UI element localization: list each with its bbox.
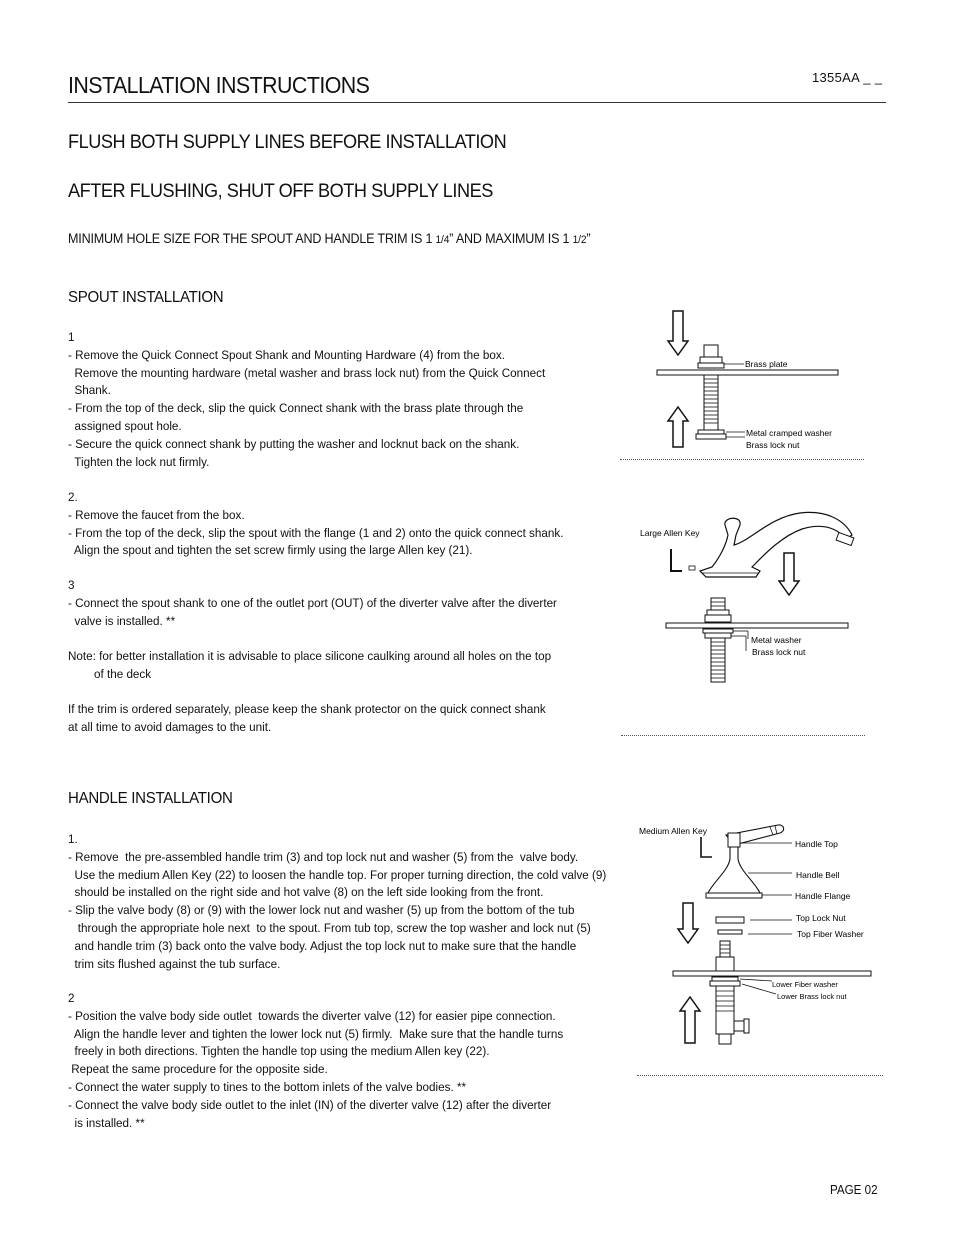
handle-top-label: Handle Top — [795, 839, 838, 849]
hole-size-min-fraction: 1/4 — [435, 234, 450, 246]
lower-brass-lock-nut-label: Lower Brass lock nut — [777, 992, 847, 1001]
hole-size-notice — [68, 231, 590, 246]
lower-brass-lock-nut — [710, 981, 740, 986]
handle-diagram — [630, 815, 885, 1055]
hole-size-max-fraction: 1/2 — [572, 234, 587, 246]
handle-step-2: 2 - Position the valve body side outlet towards the diverter valve (12) for easier pipe connection. Align the handle lever and tighten the lower lock nut (5) firmly. Make sure that the handle turns freely in both directions. Tighten the handle top using the medium Allen key (22). Repeat the same procedure for the opposite side. - Connect the water supply to tines to the bottom inlets of the valve bodies. ** - Connect the valve body side outlet to the inlet (IN) of the diverter valve (12) after the diverter is installed. ** — [68, 991, 564, 1130]
metal-washer-label: Metal washer — [751, 635, 802, 645]
spout-step-2: 2. - Remove the faucet from the box. - From the top of the deck, slip the spout with the flange (1 and 2) onto the quick connect shank. Align the spout and tighten the set screw firmly using the large Allen key (21). — [68, 490, 564, 558]
valve-body — [716, 986, 734, 1034]
brass-lock-nut — [696, 434, 726, 439]
handle-step-1: 1. - Remove the pre-assembled handle trim (3) and top lock nut and washer (5) from the valve body. Use the medium Allen Key (22) to loosen the handle top. For proper turning direction, the cold valve (9) should be installed on the right side and hot valve (8) on the left side looking from the front. - Slip the valve body (8) or (9) with the lower lock nut and washer (5) up from the bottom of the tub through the appropriate hole next to the spout. From tub top, screw the top washer and lock nut (5) and handle trim (3) back onto the valve body. Adjust the top lock nut to make sure that the handle trim sits flushed against the tub surface. — [68, 832, 607, 971]
handle-top — [728, 833, 740, 847]
top-lock-nut-label: Top Lock Nut — [796, 913, 846, 923]
metal-washer — [703, 629, 733, 633]
brass-lock-nut — [705, 633, 731, 638]
medium-allen-key-label: Medium Allen Key — [639, 826, 708, 836]
hole-size-text-c: ” AND MAXIMUM IS 1 — [449, 231, 573, 246]
large-allen-key-label: Large Allen Key — [640, 528, 700, 538]
brass-plate — [700, 357, 722, 363]
up-arrow-icon — [668, 407, 688, 447]
top-fiber-washer-label: Top Fiber Washer — [797, 929, 864, 939]
page-number: PAGE 02 — [830, 1183, 878, 1197]
hole-size-text-e: ” — [586, 231, 591, 246]
down-arrow-icon — [779, 553, 799, 595]
spout-step-1: 1 - Remove the Quick Connect Spout Shank and Mounting Hardware (4) from the box. Remove the mounting hardware (metal washer and brass lock nut) from the Quick Connect Shank. - From the top of the deck, slip the quick Connect shank with the brass plate through the assigned spout hole. - Secure the quick connect shank by putting the washer and locknut back on the shank. Tighten the lock nut firmly. — [68, 330, 546, 469]
lower-fiber-washer — [712, 977, 738, 981]
deck — [657, 370, 838, 375]
bottom-inlet — [719, 1034, 731, 1044]
spout-diagram — [630, 505, 870, 690]
top-fiber-washer — [718, 930, 742, 934]
metal-washer — [698, 430, 724, 434]
hole-size-text-a: MINIMUM HOLE SIZE FOR THE SPOUT AND HANDLE TRIM IS 1 — [68, 231, 436, 246]
spout-body — [700, 512, 852, 577]
flush-notice: FLUSH BOTH SUPPLY LINES BEFORE INSTALLATION — [68, 131, 507, 153]
deck — [666, 623, 848, 628]
top-lock-nut — [716, 917, 744, 923]
handle-bell — [708, 847, 760, 893]
divider-2 — [621, 735, 865, 736]
lower-fiber-washer-label: Lower Fiber washer — [772, 980, 838, 989]
spout-heading: SPOUT INSTALLATION — [68, 289, 224, 306]
threaded-shank — [711, 638, 725, 682]
divider-3 — [637, 1075, 883, 1076]
up-arrow-icon — [680, 997, 700, 1043]
handle-bell-label: Handle Bell — [796, 870, 840, 880]
shank-top-fitting — [704, 345, 718, 357]
model-number: 1355AA _ _ — [812, 70, 883, 85]
shank-protector-note: If the trim is ordered separately, please keep the shank protector on the quick connect shank at all time to avoid damages to the unit. — [68, 702, 546, 734]
handle-flange — [706, 893, 762, 898]
spout-note: Note: for better installation it is advisable to place silicone caulking around all holes on the top of the deck — [68, 649, 552, 681]
spout-step-3: 3 - Connect the spout shank to one of the outlet port (OUT) of the diverter valve after the diverter valve is installed. ** — [68, 578, 557, 628]
brass-lock-nut-label: Brass lock nut — [752, 647, 806, 657]
brass-plate-label: Brass plate — [745, 359, 788, 369]
allen-key-icon — [701, 837, 712, 857]
header-rule — [68, 102, 886, 103]
allen-key-icon — [671, 549, 682, 571]
divider-1 — [620, 459, 864, 460]
metal-cramped-washer-label: Metal cramped washer — [746, 428, 832, 438]
deck — [673, 971, 871, 976]
brass-lock-nut-label: Brass lock nut — [746, 440, 800, 450]
side-outlet — [734, 1021, 744, 1031]
shutoff-notice: AFTER FLUSHING, SHUT OFF BOTH SUPPLY LINES — [68, 180, 493, 202]
shank-diagram — [620, 305, 870, 465]
down-arrow-icon — [678, 903, 698, 943]
handle-flange-label: Handle Flange — [795, 891, 851, 901]
down-arrow-icon — [668, 311, 688, 355]
page-title: INSTALLATION INSTRUCTIONS — [68, 72, 370, 98]
handle-heading: HANDLE INSTALLATION — [68, 790, 233, 807]
